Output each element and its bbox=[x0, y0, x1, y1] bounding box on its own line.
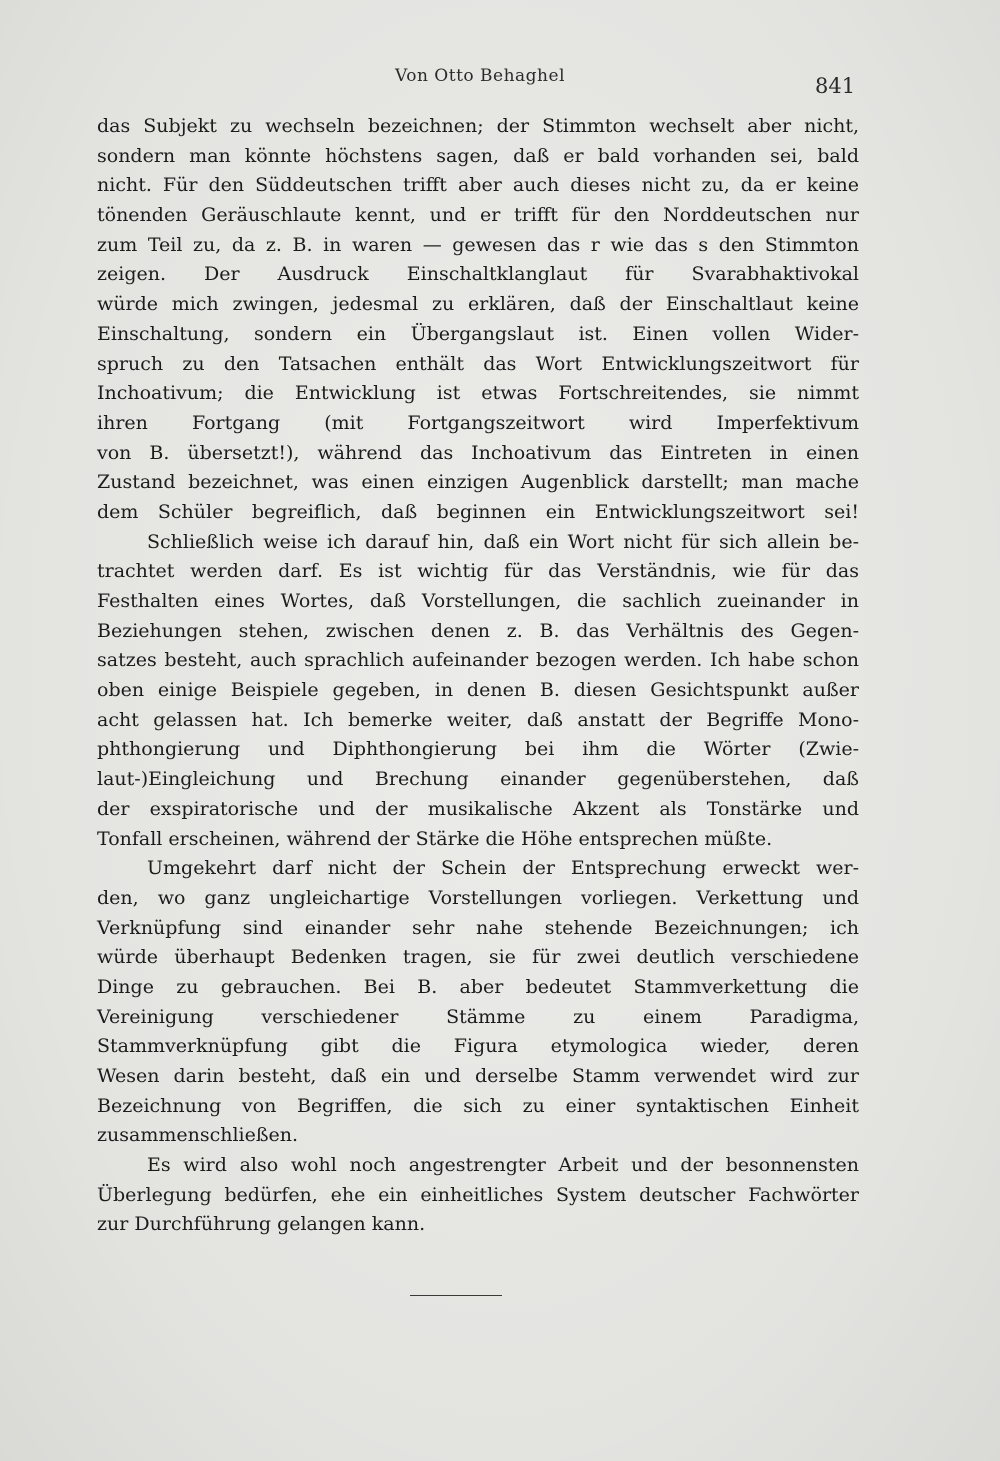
text-line: Dinge zu gebrauchen. Bei B. aber bedeutet Stammverkettung die bbox=[97, 975, 859, 998]
body-text bbox=[97, 112, 859, 1240]
text-line: Verknüpfung sind einander sehr nahe stehende Bezeichnungen; ich bbox=[97, 916, 859, 939]
text-line: ihren Fortgang (mit Fortgangszeitwort wird Imperfektivum bbox=[97, 411, 859, 434]
running-head: Von Otto Behaghel bbox=[395, 66, 566, 86]
text-line: acht gelassen hat. Ich bemerke weiter, daß anstatt der Begriffe Mono- bbox=[97, 708, 859, 731]
text-line: satzes besteht, auch sprachlich aufeinander bezogen werden. Ich habe schon bbox=[97, 649, 859, 672]
text-line: Zustand bezeichnet, was einen einzigen Augenblick darstellt; man mache bbox=[97, 471, 859, 494]
text-line: Es wird also wohl noch angestrengter Arbeit und der besonnensten bbox=[147, 1154, 859, 1177]
text-line: zeigen. Der Ausdruck Einschaltklanglaut für Svarabhaktivokal bbox=[97, 263, 859, 286]
text-line: würde überhaupt Bedenken tragen, sie für zwei deutlich verschiedene bbox=[97, 946, 859, 969]
text-line: trachtet werden darf. Es ist wichtig für das Verständnis, wie für das bbox=[97, 560, 859, 583]
text-line: Umgekehrt darf nicht der Schein der Entsprechung erweckt wer- bbox=[147, 857, 859, 880]
text-line: sondern man könnte höchstens sagen, daß er bald vorhanden sei, bald bbox=[97, 144, 859, 167]
text-line: Vereinigung verschiedener Stämme zu einem Paradigma, bbox=[97, 1005, 859, 1028]
text-line: Festhalten eines Wortes, daß Vorstellungen, die sachlich zueinander in bbox=[97, 590, 859, 612]
text-line: zur Durchführung gelangen kann. bbox=[97, 1213, 426, 1236]
text-line: Bezeichnung von Begriffen, die sich zu einer syntaktischen Einheit bbox=[97, 1094, 859, 1117]
text-line: spruch zu den Tatsachen enthält das Wort Entwicklungszeitwort für bbox=[97, 352, 859, 375]
text-line: Stammverknüpfung gibt die Figura etymologica wieder, deren bbox=[97, 1035, 859, 1058]
text-line: Wesen darin besteht, daß ein und derselbe Stamm verwendet wird zur bbox=[97, 1065, 859, 1087]
text-line: nicht. Für den Süddeutschen trifft aber auch dieses nicht zu, da er keine bbox=[97, 174, 859, 197]
text-line: zum Teil zu, da z. B. in waren — gewesen das r wie das s den Stimmton bbox=[97, 233, 859, 256]
text-line: dem Schüler begreiflich, daß beginnen ein Entwicklungszeitwort sei! bbox=[97, 500, 859, 523]
text-line: der exspiratorische und der musikalische Akzent als Tonstärke und bbox=[97, 797, 859, 820]
text-line: laut-)Eingleichung und Brechung einander gegenüberstehen, daß bbox=[97, 768, 859, 791]
text-line: Schließlich weise ich darauf hin, daß ein Wort nicht für sich allein be- bbox=[147, 530, 859, 553]
text-line: das Subjekt zu wechseln bezeichnen; der Stimmton wechselt aber nicht, bbox=[97, 115, 859, 137]
text-line: zusammenschließen. bbox=[97, 1124, 299, 1147]
text-line: den, wo ganz ungleichartige Vorstellungen vorliegen. Verkettung und bbox=[97, 886, 859, 909]
text-line: Überlegung bedürfen, ehe ein einheitliches System deutscher Fachwörter bbox=[97, 1183, 859, 1206]
page-number: 841 bbox=[815, 74, 856, 98]
text-line: oben einige Beispiele gegeben, in denen B. diesen Gesichtspunkt außer bbox=[97, 679, 859, 702]
text-line: Beziehungen stehen, zwischen denen z. B. das Verhältnis des Gegen- bbox=[97, 619, 859, 642]
text-line: würde mich zwingen, jedesmal zu erklären, daß der Einschaltlaut keine bbox=[97, 293, 859, 316]
text-line: Tonfall erscheinen, während der Stärke die Höhe entsprechen müßte. bbox=[97, 827, 773, 850]
text-line: von B. übersetzt!), während das Inchoativum das Eintreten in einen bbox=[97, 441, 859, 464]
end-rule bbox=[410, 1295, 502, 1296]
text-line: Inchoativum; die Entwicklung ist etwas Fortschreitendes, sie nimmt bbox=[97, 382, 859, 405]
text-line: phthongierung und Diphthongierung bei ihm die Wörter (Zwie- bbox=[97, 738, 859, 761]
text-line: Einschaltung, sondern ein Übergangslaut ist. Einen vollen Wider- bbox=[97, 322, 859, 345]
text-line: tönenden Geräuschlaute kennt, und er trifft für den Norddeutschen nur bbox=[97, 204, 859, 227]
